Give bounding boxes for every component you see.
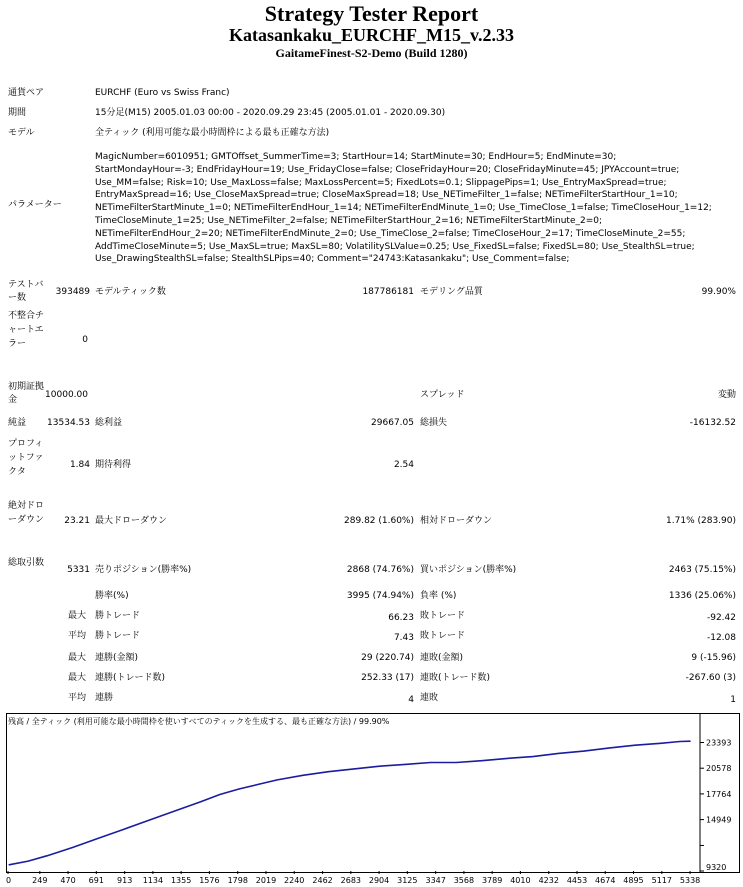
x-tick-label: 1576 bbox=[199, 876, 220, 885]
symbol-label: 通貨ペア bbox=[8, 88, 45, 98]
x-tick-label: 3347 bbox=[425, 876, 446, 885]
chart-caption: 残高 / 全ティック (利用可能な最小時間枠を使いすべてのティックを生成する、最も正確な方法) / 99.90% bbox=[8, 717, 390, 726]
balance-point bbox=[558, 753, 559, 754]
x-tick-label: 4010 bbox=[510, 876, 531, 885]
model-label: モデル bbox=[8, 128, 35, 138]
balance-point bbox=[635, 745, 636, 746]
balance-point bbox=[379, 766, 380, 767]
x-tick-label: 5117 bbox=[651, 876, 673, 885]
long-value: 2463 (75.15%) bbox=[668, 565, 736, 575]
spread-value: 変動 bbox=[717, 390, 736, 400]
short-value: 2868 (74.76%) bbox=[346, 565, 414, 575]
avg-cons-word: 平均 bbox=[68, 693, 87, 703]
balance-line bbox=[9, 741, 690, 865]
x-tick-label: 3568 bbox=[453, 876, 475, 885]
x-tick-label: 2683 bbox=[340, 876, 362, 885]
max-cons-profit-label: 連勝(トレード数) bbox=[95, 673, 166, 683]
balance-point bbox=[258, 784, 259, 785]
x-tick-label: 1798 bbox=[227, 876, 248, 885]
spread-label: スプレッド bbox=[420, 390, 465, 400]
max-cons-wins-label: 連勝(金額) bbox=[95, 653, 139, 663]
balance-point bbox=[609, 747, 610, 748]
x-tick-label: 5338 bbox=[679, 876, 701, 885]
loss-value: 1336 (25.06%) bbox=[668, 591, 736, 601]
y-tick-label: 17764 bbox=[706, 789, 732, 799]
period-label: 期間 bbox=[8, 108, 27, 118]
avg-loss-label: 敗トレード bbox=[420, 631, 466, 641]
period-value: 15分足(M15) 2005.01.03 00:00 - 2020.09.29 23:45 (2005.01.01 - 2020.09.30) bbox=[95, 108, 446, 118]
max-cons-loss-value: -267.60 (3) bbox=[685, 673, 736, 683]
balance-point bbox=[481, 760, 482, 761]
gross-profit-label: 総利益 bbox=[95, 418, 123, 428]
deposit-label: 初期証拠金 bbox=[8, 382, 45, 405]
ticks-label: モデルティック数 bbox=[95, 287, 166, 297]
loss-label: 負率 (%) bbox=[420, 591, 457, 601]
x-tick-label: 2019 bbox=[255, 876, 277, 885]
x-tick-label: 2462 bbox=[312, 876, 333, 885]
balance-point bbox=[98, 838, 99, 839]
avg-cons-wins-label: 連勝 bbox=[95, 693, 114, 703]
balance-point bbox=[72, 847, 73, 848]
x-tick-label: 2904 bbox=[368, 876, 390, 885]
win-label: 勝率(%) bbox=[95, 591, 129, 601]
short-label: 売りポジション(勝率%) bbox=[95, 565, 192, 575]
max-dd-value: 289.82 (1.60%) bbox=[344, 516, 414, 526]
largest-word: 最大 bbox=[68, 611, 87, 621]
rel-dd-value: 1.71% (283.90) bbox=[666, 516, 736, 526]
x-tick-label: 2240 bbox=[284, 876, 305, 885]
x-tick-label: 4453 bbox=[566, 876, 588, 885]
server-name: GaitameFinest-S2-Demo (Build 1280) bbox=[275, 46, 468, 60]
max-cons-profit-value: 252.33 (17) bbox=[361, 673, 414, 683]
balance-point bbox=[532, 756, 533, 757]
max-cons-profit-word: 最大 bbox=[68, 673, 87, 683]
payoff-label: 期待利得 bbox=[95, 460, 132, 470]
balance-point bbox=[149, 819, 150, 820]
max-cons-losses-value: 9 (-15.96) bbox=[691, 653, 736, 663]
report-title: Strategy Tester Report bbox=[264, 1, 479, 26]
balance-point bbox=[456, 762, 457, 763]
balance-point bbox=[507, 758, 508, 759]
mismatch-label: 不整合チャートエラー bbox=[8, 311, 45, 349]
max-cons-wins-value: 29 (220.74) bbox=[361, 653, 414, 663]
largest-win-label: 勝トレード bbox=[95, 611, 141, 621]
params-label: パラメーター bbox=[8, 200, 62, 210]
balance-point bbox=[277, 779, 278, 780]
balance-point bbox=[28, 861, 29, 862]
payoff-value: 2.54 bbox=[393, 460, 414, 470]
average-word: 平均 bbox=[68, 631, 87, 641]
x-tick-label: 691 bbox=[88, 876, 104, 885]
balance-point bbox=[123, 829, 124, 830]
max-cons-word: 最大 bbox=[68, 653, 87, 663]
max-dd-label: 最大ドローダウン bbox=[95, 516, 168, 526]
balance-point bbox=[175, 810, 176, 811]
x-tick-label: 913 bbox=[117, 876, 133, 885]
balance-point bbox=[219, 794, 220, 795]
pf-label: プロフィットファクタ bbox=[8, 439, 44, 477]
x-tick-label: 1134 bbox=[142, 876, 164, 885]
x-axis bbox=[0, 871, 743, 887]
balance-point bbox=[47, 855, 48, 856]
balance-point bbox=[405, 764, 406, 765]
avg-cons-losses-label: 連敗 bbox=[420, 693, 439, 703]
avg-cons-losses-value: 1 bbox=[730, 695, 736, 705]
balance-point bbox=[8, 864, 9, 865]
y-tick-label: 23393 bbox=[706, 738, 732, 748]
trades-value: 5331 bbox=[67, 565, 90, 575]
x-tick-label: 249 bbox=[32, 876, 48, 885]
deposit-value: 10000.00 bbox=[45, 390, 88, 400]
ticks-value: 187786181 bbox=[362, 287, 414, 297]
x-tick-label: 4895 bbox=[623, 876, 644, 885]
balance-point bbox=[583, 751, 584, 752]
x-tick-label: 3789 bbox=[481, 876, 503, 885]
balance-point bbox=[430, 762, 431, 763]
model-value: 全ティック (利用可能な最小時間枠による最も正確な方法) bbox=[95, 128, 330, 138]
pf-value: 1.84 bbox=[69, 460, 90, 470]
symbol-value: EURCHF (Euro vs Swiss Franc) bbox=[95, 88, 230, 98]
mismatch-value: 0 bbox=[82, 335, 88, 345]
net-value: 13534.53 bbox=[47, 418, 90, 428]
balance-chart-svg bbox=[7, 714, 739, 872]
gross-profit-value: 29667.05 bbox=[371, 418, 414, 428]
avg-cons-wins-value: 4 bbox=[408, 695, 414, 705]
balance-point bbox=[690, 741, 691, 742]
long-label: 買いポジション(勝率%) bbox=[420, 565, 517, 575]
avg-win-label: 勝トレード bbox=[95, 631, 141, 641]
balance-point bbox=[302, 775, 303, 776]
balance-chart bbox=[6, 713, 740, 873]
avg-loss-value: -12.08 bbox=[706, 633, 736, 643]
bars-value: 393489 bbox=[55, 287, 90, 297]
x-tick-label: 4232 bbox=[538, 876, 559, 885]
largest-loss-value: -92.42 bbox=[706, 613, 736, 623]
x-tick-label: 4674 bbox=[595, 876, 616, 885]
balance-point bbox=[238, 788, 239, 789]
x-tick-label: 0 bbox=[6, 876, 12, 885]
abs-dd-label: 絶対ドローダウン bbox=[8, 501, 45, 525]
balance-point bbox=[328, 771, 329, 772]
params-value: MagicNumber=6010951; GMTOffset_SummerTime=3; StartHour=14; StartMinute=30; EndHour=5; EndMinute=30; StartMondayHour=-3; EndFridayHour=19; Use_FridayClose=false; CloseFridayHour=20; CloseFridayMinute=45; JPYAccount=true; Use_MM=false; Risk=10; Use_MaxLoss=false; MaxLossPercent=5; FixedLots=0.1; SlippagePips=1; Use_EntryMaxSpread=true; EntryMaxSpread=16; Use_CloseMaxSpread=true; CloseMaxSpread=18; Use_NETimeFilter_1=false; NETimeFilterStartHour_1=10; NETimeFilterStartMinute_1=0; NETimeFilterEndHour_1=14; NETimeFilterEndMinute_1=0; Use_TimeClose_1=false; TimeCloseHour_1=12; TimeCloseMinute_1=25; Use_NETimeFilter_2=false; NETimeFilterStartHour_2=16; NETimeFilterStartMinute_2=0; NETimeFilterEndHour_2=20; NETimeFilterEndMinute_2=0; Use_TimeClose_2=false; TimeCloseHour_2=17; TimeCloseMinute_2=55; AddTimeCloseMinute=5; Use_MaxSL=true; MaxSL=80; VolatilitySLValue=0.25; Use_FixedSL=false; FixedSL=80; Use_StealthSL=true; Use_DrawingStealthSL=false; StealthSLPips=40; Comment="24743:Katasankaku"; Use_Comment=false; bbox=[95, 152, 712, 265]
abs-dd-value: 23.21 bbox=[64, 516, 90, 526]
largest-loss-label: 敗トレード bbox=[420, 611, 466, 621]
y-tick-label: 20578 bbox=[706, 764, 732, 774]
y-tick-label: 14949 bbox=[706, 815, 732, 825]
rel-dd-label: 相対ドローダウン bbox=[420, 516, 493, 526]
trades-label: 総取引数 bbox=[8, 558, 45, 568]
balance-point bbox=[353, 768, 354, 769]
largest-win-value: 66.23 bbox=[388, 613, 414, 623]
balance-point bbox=[200, 801, 201, 802]
y-tick-label: 9320 bbox=[706, 863, 727, 872]
max-cons-loss-label: 連敗(トレード数) bbox=[420, 673, 491, 683]
gross-loss-label: 総損失 bbox=[420, 418, 448, 428]
x-tick-label: 470 bbox=[60, 876, 76, 885]
gross-loss-value: -16132.52 bbox=[689, 418, 736, 428]
quality-label: モデリング品質 bbox=[420, 287, 483, 297]
x-tick-label: 1355 bbox=[170, 876, 192, 885]
ea-name: Katasankaku_EURCHF_M15_v.2.33 bbox=[228, 25, 515, 45]
avg-win-value: 7.43 bbox=[393, 633, 414, 643]
bars-label: テストバー数 bbox=[8, 280, 44, 303]
net-label: 純益 bbox=[8, 418, 27, 428]
balance-point bbox=[660, 743, 661, 744]
quality-value: 99.90% bbox=[701, 287, 736, 297]
balance-point bbox=[679, 741, 680, 742]
win-value: 3995 (74.94%) bbox=[346, 591, 414, 601]
x-tick-label: 3125 bbox=[397, 876, 418, 885]
max-cons-losses-label: 連敗(金額) bbox=[420, 653, 464, 663]
